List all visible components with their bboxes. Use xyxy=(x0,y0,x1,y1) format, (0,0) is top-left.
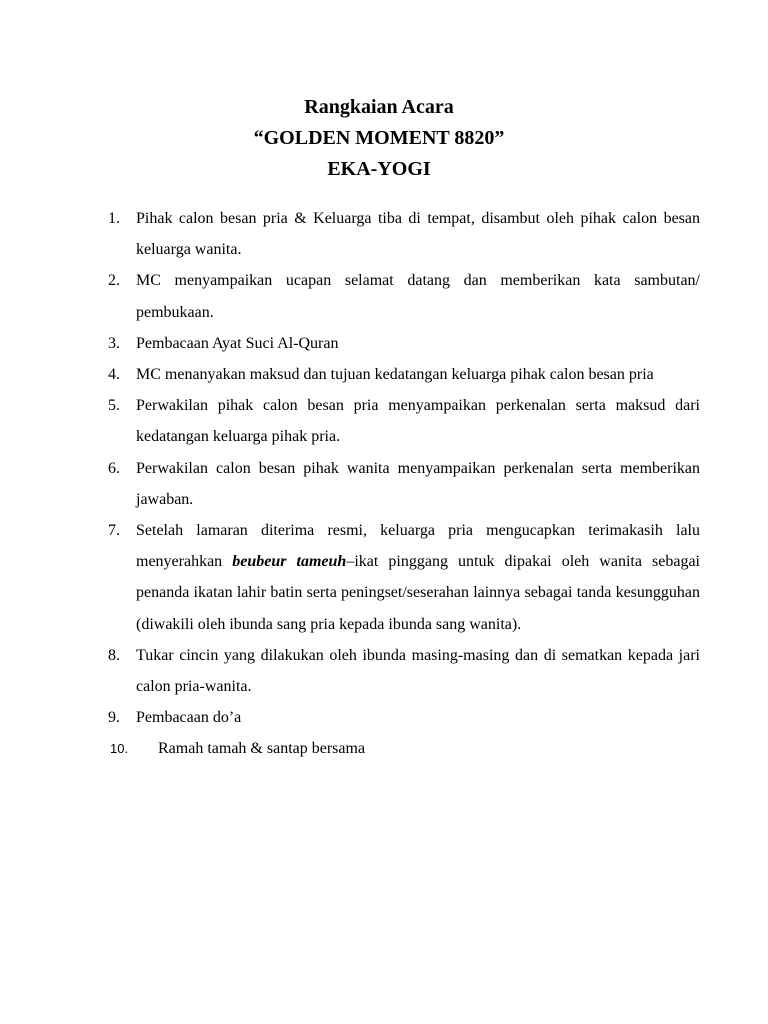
document-title: Rangkaian Acara xyxy=(304,96,454,118)
item-number: 4. xyxy=(108,366,120,384)
item-text: Pihak calon besan pria & Keluarga tiba di tempat, disambut oleh pihak calon besan keluarga wanita. xyxy=(136,210,700,259)
item-number: 8. xyxy=(108,646,120,664)
item-number: 10. xyxy=(110,741,129,757)
agenda-item-4 xyxy=(108,359,700,390)
agenda-item-9 xyxy=(108,702,700,733)
agenda-item-7 xyxy=(108,515,700,640)
item-text: MC menyampaikan ucapan selamat datang dan memberikan kata sambutan/ pembukaan. xyxy=(136,272,700,321)
item-text: Ramah tamah & santap bersama xyxy=(158,740,366,758)
agenda-item-1 xyxy=(108,203,700,265)
item-text-before: Setelah lamaran diterima resmi, keluarga pria mengucapkan terimakasih lalu menyerahkan xyxy=(136,522,700,571)
item-text-after: –ikat pinggang untuk dipakai oleh wanita sebagai penanda ikatan lahir batin serta peningset/seserahan lainnya sebagai tanda kesungguhan (diwakili oleh ibunda sang pria kepada ibunda sang wanita). xyxy=(136,553,701,633)
agenda-item-3 xyxy=(108,328,700,359)
couple-names: EKA-YOGI xyxy=(327,158,431,180)
agenda-list xyxy=(108,203,700,765)
item-emphasis-term: beubeur tameuh xyxy=(232,553,347,571)
item-text: Pembacaan do’a xyxy=(136,709,242,727)
item-text: Pembacaan Ayat Suci Al-Quran xyxy=(136,334,339,352)
item-text: MC menanyakan maksud dan tujuan kedatangan keluarga pihak calon besan pria xyxy=(136,366,654,384)
item-number: 2. xyxy=(108,272,120,290)
agenda-item-2 xyxy=(108,265,700,327)
item-number: 3. xyxy=(108,334,120,352)
document-header xyxy=(0,92,768,185)
item-text: Perwakilan calon besan pihak wanita menyampaikan perkenalan serta memberikan jawaban. xyxy=(136,459,700,508)
item-number: 7. xyxy=(108,522,120,540)
item-number: 5. xyxy=(108,397,120,415)
item-text: Tukar cincin yang dilakukan oleh ibunda masing-masing dan di sematkan kepada jari calon pria-wanita. xyxy=(136,646,700,696)
agenda-item-5 xyxy=(108,390,700,452)
item-number: 6. xyxy=(108,459,120,477)
item-number: 1. xyxy=(108,210,120,227)
agenda-item-6 xyxy=(108,453,700,515)
agenda-item-8 xyxy=(108,640,700,702)
item-text: Perwakilan pihak calon besan pria menyampaikan perkenalan serta maksud dari kedatangan keluarga pihak pria. xyxy=(136,397,700,446)
item-text xyxy=(136,522,700,633)
agenda-item-10 xyxy=(108,733,700,764)
event-name: “GOLDEN MOMENT 8820” xyxy=(253,127,505,149)
item-number: 9. xyxy=(108,709,120,727)
